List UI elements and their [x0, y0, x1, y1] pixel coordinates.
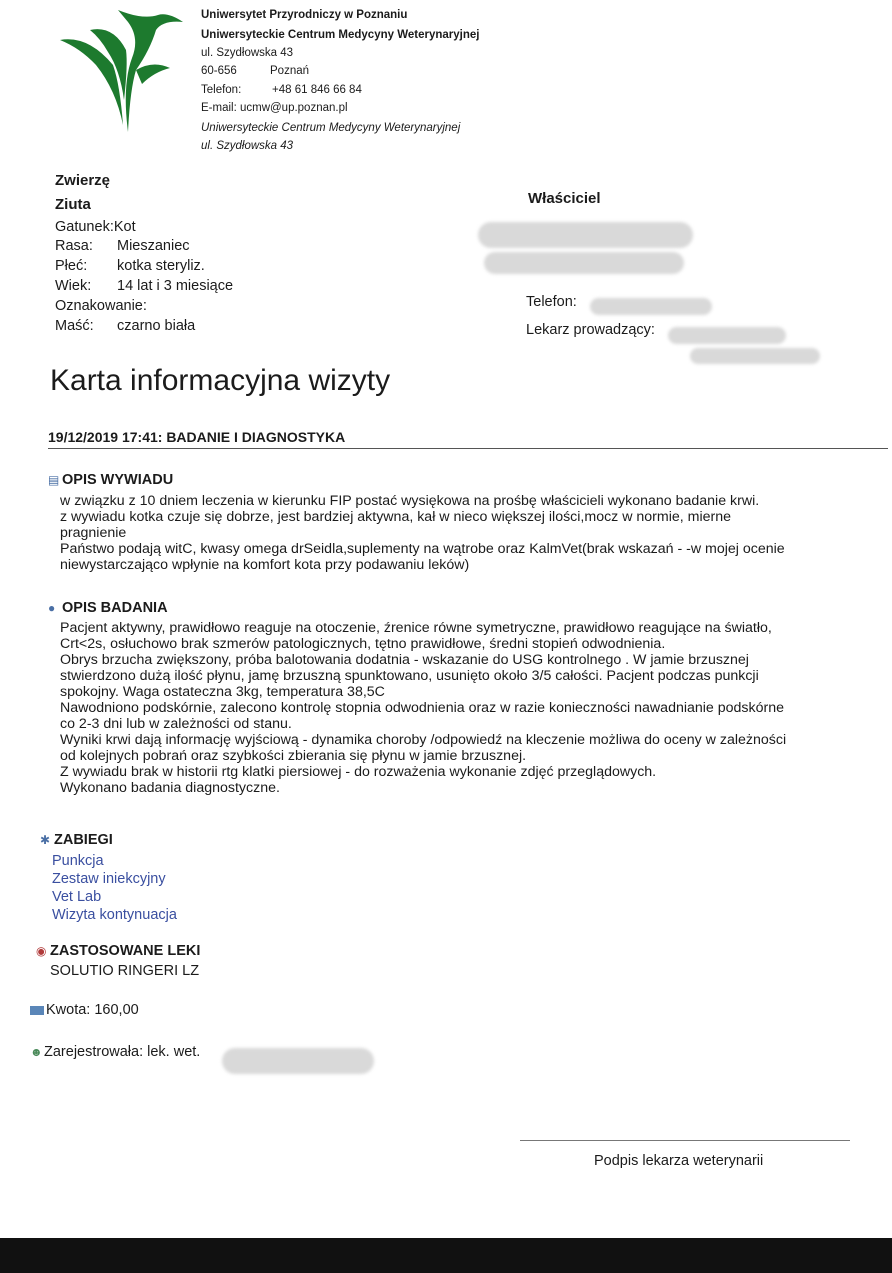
interview-line: w związku z 10 dniem leczenia w kierunku FIP postać wysiękowa na prośbę właścicieli wykonano badanie krwi. — [60, 493, 760, 509]
interview-title: OPIS WYWIADU — [62, 472, 174, 488]
bottom-edge — [0, 1238, 892, 1273]
animal-breed-row — [55, 238, 190, 254]
owner-phone-label: Telefon: — [526, 294, 577, 310]
animal-age-row — [55, 278, 233, 294]
registered-row — [30, 1044, 200, 1060]
drugs-section — [36, 943, 876, 979]
procedures-list — [52, 852, 880, 924]
interview-line: z wywiadu kotka czuje się dobrze, jest bardziej aktywna, kał w nieco większej ilości,mocz w normie, mierne — [60, 509, 732, 525]
exam-line: Pacjent aktywny, prawidłowo reaguje na otoczenie, źrenice równe symetryczne, prawidłowo reagujące na światło, — [60, 620, 772, 636]
redaction-owner-name — [478, 222, 693, 248]
exam-line: Obrys brzucha zwiększony, próba balotowania dodatnia - wskazanie do USG kontrolnego . W jamie brzusznej — [60, 652, 749, 668]
exam-line: Wyniki krwi dają informację wyjściową - dynamika choroby /odpowiedź na kleczenie możliwa do oceny w zależności — [60, 732, 787, 748]
drugs-title: ZASTOSOWANE LEKI — [50, 943, 201, 959]
exam-line: Nawodniono podskórnie, zalecono kontrolę stopnia odwodnienia oraz w razie konieczności nawadnianie podskórne — [60, 700, 785, 716]
breed-label: Rasa: — [55, 238, 93, 254]
procedures-title: ZABIEGI — [54, 832, 113, 848]
interview-line: niewystarczająco wpłynie na komfort kota przy podawaniu leków) — [60, 557, 470, 573]
exam-line: spokojny. Waga ostateczna 3kg, temperatura 38,5C — [60, 684, 385, 700]
animal-marking: Oznakowanie: — [55, 298, 147, 314]
header-phone-label: Telefon: — [201, 84, 242, 96]
visit-header: 19/12/2019 17:41: BADANIE I DIAGNOSTYKA — [48, 429, 346, 445]
header-email: E-mail: ucmw@up.poznan.pl — [201, 102, 348, 114]
header-street: ul. Szydłowska 43 — [201, 47, 294, 59]
procedure-item[interactable]: Wizyta kontynuacja — [52, 907, 177, 923]
animal-heading: Zwierzę — [55, 172, 111, 189]
header-phone: +48 61 846 66 84 — [272, 84, 362, 96]
breed-value: Mieszaniec — [117, 238, 190, 254]
exam-text — [60, 620, 888, 796]
animal-species: Gatunek:Kot — [55, 219, 136, 235]
animal-sex-row — [55, 258, 205, 274]
exam-title-row — [48, 600, 888, 616]
exam-line: od kolejnych pobrań oraz szybkości zbierania się płynu w jamie brzusznej. — [60, 748, 527, 764]
asterisk-icon: ✱ — [40, 833, 51, 847]
header-center: Uniwersyteckie Centrum Medycyny Weterynaryjnej — [201, 29, 480, 41]
drug-item: SOLUTIO RINGERI LZ — [50, 963, 200, 979]
amount-row — [30, 1002, 139, 1018]
exam-line: stwierdzono dużą ilość płynu, jamę brzuszną spunktowano, usunięto około 3/5 całości. Pacjent podczas punkcji — [60, 668, 759, 684]
header-city: Poznań — [270, 65, 310, 77]
procedures-section — [40, 832, 880, 924]
pill-icon: ◉ — [36, 944, 47, 958]
header-postcode: 60-656 — [201, 65, 237, 77]
procedure-item[interactable]: Punkcja — [52, 853, 104, 869]
exam-title: OPIS BADANIA — [62, 600, 168, 616]
interview-text — [60, 493, 888, 573]
animal-color-row — [55, 318, 195, 334]
procedure-item[interactable]: Zestaw iniekcyjny — [52, 871, 166, 887]
exam-line: Z wywiadu brak w historii rtg klatki piersiowej - do rozważenia wykonanie zdjęć przeglądowych. — [60, 764, 657, 780]
signature-label: Podpis lekarza weterynarii — [594, 1153, 764, 1169]
age-label: Wiek: — [55, 278, 92, 294]
animal-name: Ziuta — [55, 196, 91, 213]
redaction-doctor-2 — [690, 348, 820, 364]
redaction-owner-phone — [590, 298, 712, 315]
money-icon — [30, 1006, 44, 1015]
registered-by: Zarejestrowała: lek. wet. — [44, 1044, 201, 1060]
exam-section — [48, 600, 888, 796]
procedure-item[interactable]: Vet Lab — [52, 889, 102, 905]
exam-line: Wykonano badania diagnostyczne. — [60, 780, 280, 796]
owner-doctor-label: Lekarz prowadzący: — [526, 322, 655, 338]
user-icon: ☻ — [30, 1045, 43, 1059]
interview-title-row — [48, 472, 888, 488]
exam-line: co 2-3 dni lub w zależności od stanu. — [60, 716, 292, 732]
university-logo — [58, 10, 188, 135]
header-street-2: ul. Szydłowska 43 — [201, 140, 294, 152]
header-center-2: Uniwersyteckie Centrum Medycyny Weterynaryjnej — [201, 122, 461, 134]
drugs-title-row — [36, 943, 876, 959]
procedures-title-row — [40, 832, 880, 848]
visit-header-divider — [48, 448, 888, 449]
age-value: 14 lat i 3 miesiące — [117, 278, 234, 294]
color-label: Maść: — [55, 318, 94, 334]
page-title: Karta informacyjna wizyty — [50, 364, 391, 397]
color-value: czarno biała — [117, 318, 196, 334]
header-university: Uniwersytet Przyrodniczy w Poznaniu — [201, 9, 408, 21]
signature-line — [520, 1140, 850, 1141]
interview-line: Państwo podają witC, kwasy omega drSeidla,suplementy na wątrobe oraz KalmVet(brak wskazań - -w mojej ocenie — [60, 541, 785, 557]
document-icon: ▤ — [48, 473, 60, 487]
amount: Kwota: 160,00 — [46, 1002, 139, 1018]
sex-value: kotka steryliz. — [117, 258, 205, 274]
interview-line: pragnienie — [60, 525, 127, 541]
redaction-doctor — [668, 327, 786, 344]
redaction-owner-address — [484, 252, 684, 274]
redaction-registered — [222, 1048, 374, 1074]
sex-label: Płeć: — [55, 258, 88, 274]
interview-section — [48, 472, 888, 573]
thermometer-icon: ● — [48, 601, 56, 615]
exam-line: Crt<2s, osłuchowo brak szmerów patologicznych, tętno prawidłowe, średni stopień odwodnienia. — [60, 636, 666, 652]
owner-heading: Właściciel — [528, 190, 601, 207]
